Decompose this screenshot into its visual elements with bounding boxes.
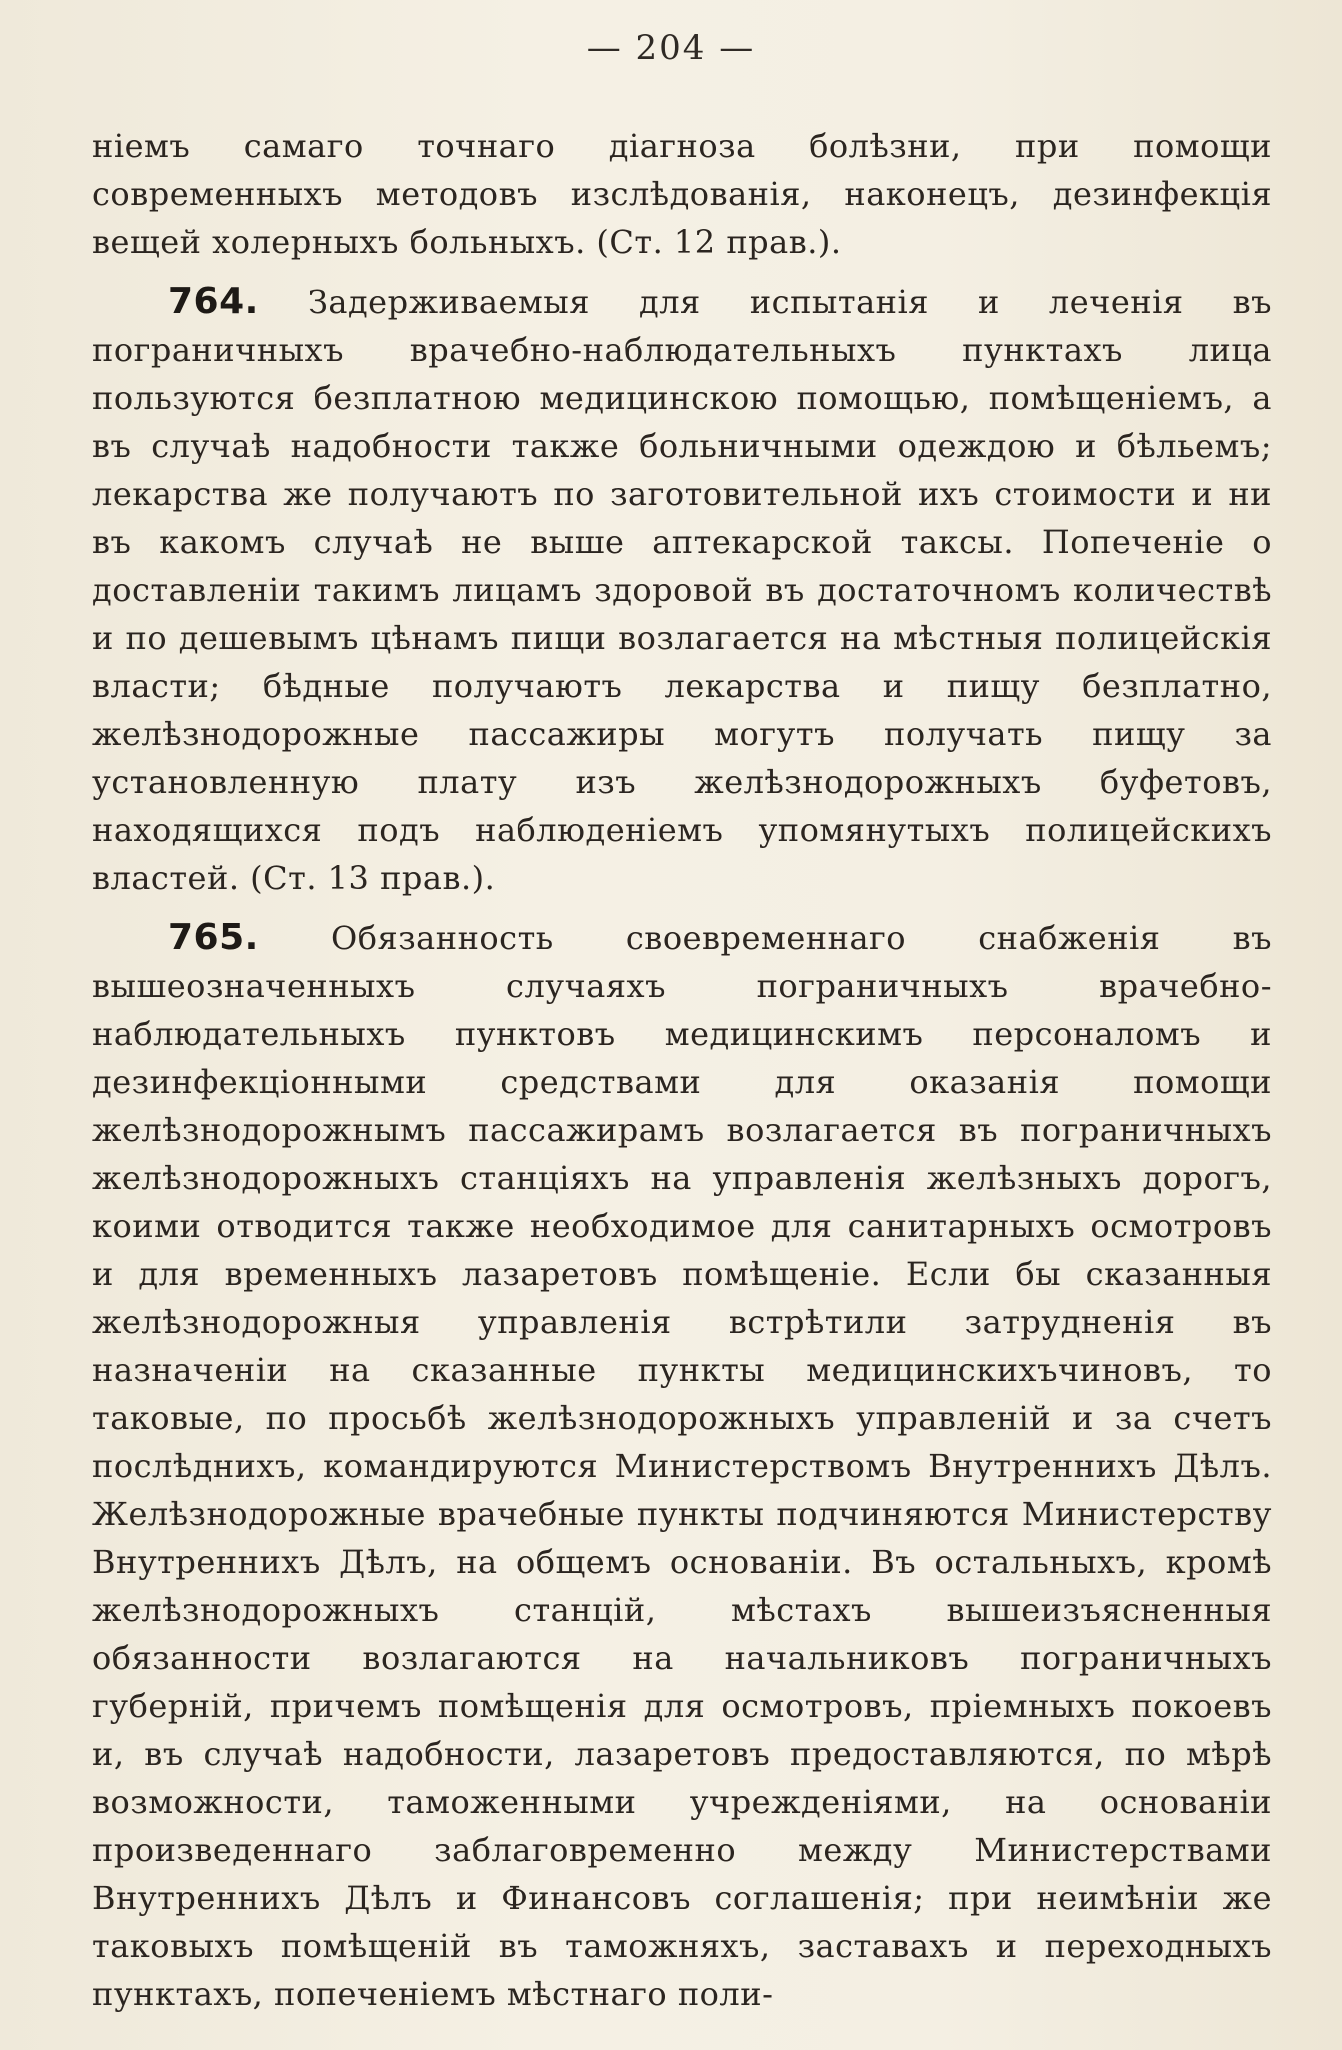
article-764 [92,278,1272,902]
article-number: 764. [168,281,259,322]
paragraph-text: Задерживаемыя для испытанія и леченія въ пограничныхъ врачебно-наблюдательныхъ пунктахъ лица пользуются безплатною медицинскою помощью, помѣщеніемъ, а въ случаѣ надобности также больничными одеждою и бѣльемъ; лекарства же получаютъ по заготовительной ихъ стоимости и ни въ какомъ случаѣ не выше аптекарской таксы. Попеченіе о доставленіи такимъ лицамъ здоровой въ достаточномъ количествѣ и по дешевымъ цѣнамъ пищи возлагается на мѣстныя полицейскія власти; бѣдные получаютъ лекарства и пищу безплатно, желѣзнодорожные пассажиры могутъ получать пищу за установленную плату изъ желѣзнодорожныхъ буфетовъ, находящихся подъ наблюденіемъ упомянутыхъ полицейскихъ властей. (Ст. 13 прав.). [92,283,1273,897]
article-number: 765. [168,917,259,958]
paragraph-continuation [92,122,1272,266]
page-number: — 204 — [586,28,756,68]
article-765 [92,914,1272,2018]
body-text [92,122,1272,2030]
paragraph-text: Обязанность своевременнаго снабженія въ вышеозначенныхъ случаяхъ пограничныхъ врачебно-наблюдательныхъ пунктовъ медицинскимъ персоналомъ и дезинфекціонными средствами для оказанія помощи желѣзнодорожнымъ пассажирамъ возлагается въ пограничныхъ желѣзнодорожныхъ станціяхъ на управленія желѣзныхъ дорогъ, коими отводится также необходимое для санитарныхъ осмотровъ и для временныхъ лазаретовъ помѣщеніе. Если бы сказанныя желѣзнодорожныя управленія встрѣтили затрудненія въ назначеніи на сказанные пункты медицинскихъчиновъ, то таковые, по просьбѣ желѣзнодорожныхъ управленій и за счетъ послѣднихъ, командируются Министерствомъ Внутреннихъ Дѣлъ. Желѣзнодорожные врачебные пункты подчиняются Министерству Внутреннихъ Дѣлъ, на общемъ основаніи. Въ остальныхъ, кромѣ желѣзнодорожныхъ станцій, мѣстахъ вышеизъясненныя обязанности возлагаются на начальниковъ пограничныхъ губерній, причемъ помѣщенія для осмотровъ, пріемныхъ покоевъ и, въ случаѣ надобности, лазаретовъ предоставляются, по мѣрѣ возможности, таможенными учрежденіями, на основаніи произведеннаго заблаговременно между Министерствами Внутреннихъ Дѣлъ и Финансовъ соглашенія; при неимѣніи же таковыхъ помѣщеній въ таможняхъ, заставахъ и переходныхъ пунктахъ, попеченіемъ мѣстнаго поли- [92,919,1273,2013]
paragraph-text: ніемъ самаго точнаго діагноза болѣзни, при помощи современныхъ методовъ изслѣдованія, наконецъ, дезинфекція вещей холерныхъ больныхъ. (Ст. 12 прав.). [92,127,1272,261]
